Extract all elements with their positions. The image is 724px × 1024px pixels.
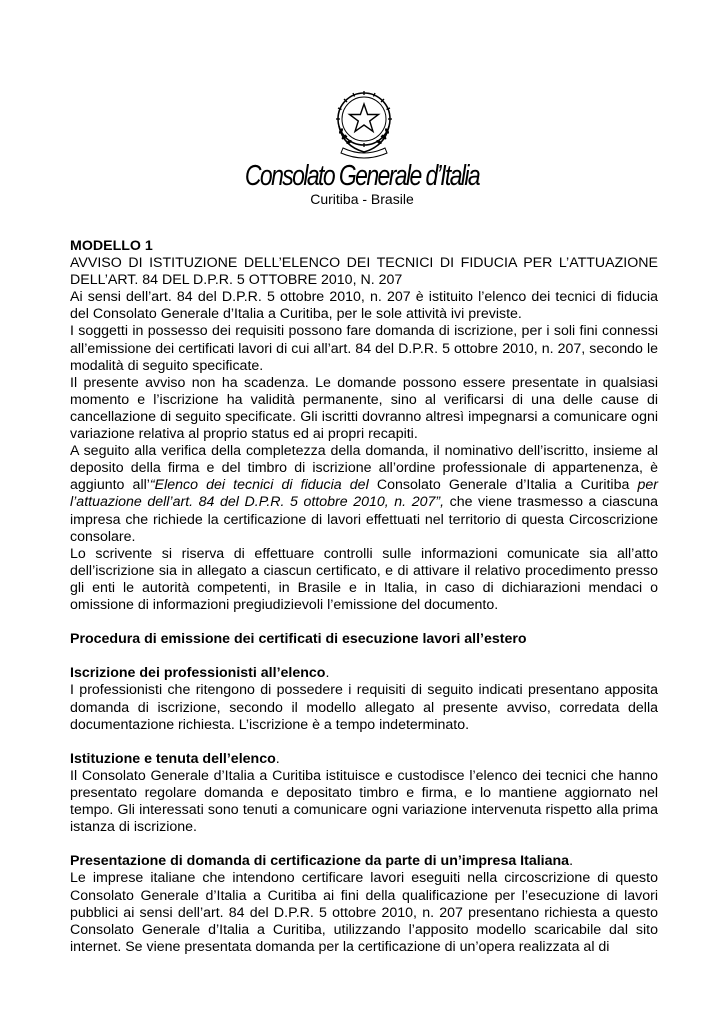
section-iscrizione xyxy=(70,665,658,682)
italian-republic-emblem-icon xyxy=(329,86,399,160)
paragraph-4-part-e: che viene trasmesso a ciascuna impresa che richiede la certificazione di lavori effettuati nel territorio di questa Circoscrizione consolare. xyxy=(70,494,658,545)
section-heading-istituzione: Istituzione e tenuta dell’elenco xyxy=(70,750,276,767)
heading-period: . xyxy=(325,665,330,682)
document-body xyxy=(70,238,658,956)
paragraph-4 xyxy=(70,443,658,546)
paragraph-4-part-a: A seguito alla verifica della completezza della domanda, il nominativo dell’iscritto, insieme al deposito della firma e del timbro di iscrizione all’ordine professionale di appartenenza, è aggiunto all’ xyxy=(70,443,658,494)
heading-period: . xyxy=(275,750,280,767)
paragraph-5: Lo scrivente si riserva di effettuare controlli sulle informazioni comunicate sia all’atto dell’iscrizione sia in allegato a ciascun certificato, e di attivare il relativo procedimento presso gli enti le autorità competenti, in Brasile e in Italia, in caso di dichiarazioni mendaci o omissione di informazioni pregiudizievoli l’emissione del documento. xyxy=(70,545,658,613)
section-presentazione xyxy=(70,853,658,870)
paragraph-4-part-d: per l’attuazione dell’art. 84 del D.P.R. 5 ottobre 2010, n. 207”, xyxy=(70,477,658,511)
section-heading-presentazione: Presentazione di domanda di certificazione da parte di un’impresa Italiana xyxy=(70,853,570,870)
section-heading-iscrizione: Iscrizione dei professionisti all’elenco xyxy=(70,665,326,682)
paragraph-8: Le imprese italiane che intendono certificare lavori eseguiti nella circoscrizione di questo Consolato Generale d’Italia a Curitiba ai fini della qualificazione per l’esecuzione di lavori pubblici ai sensi dell’art. 84 del D.P.R. 5 ottobre 2010, n. 207 presentano richiesta a questo Consolato Generale d’Italia a Curitiba, utilizzando l’apposito modello scaricabile dal sito internet. Se viene presentata domanda per la certificazione di un’opera realizzata al di xyxy=(70,870,658,955)
paragraph-1: Ai sensi dell’art. 84 del D.P.R. 5 ottobre 2010, n. 207 è istituito l’elenco dei tecnici di fiducia del Consolato Generale d’Italia a Curitiba, per le sole attività ivi previste. xyxy=(70,289,658,323)
paragraph-6: I professionisti che ritengono di possedere i requisiti di seguito indicati presentano apposita domanda di iscrizione, secondo il modello allegato al presente avviso, corredata della documentazione richiesta. L’iscrizione è a tempo indeterminato. xyxy=(70,682,658,733)
paragraph-3: Il presente avviso non ha scadenza. Le domande possono essere presentate in qualsiasi momento e l’iscrizione ha validità permanente, sino al verificarsi di una delle cause di cancellazione di seguito specificate. Gli iscritti dovranno altresì impegnarsi a comunicare ogni variazione relativa al proprio status ed ai propri recapiti. xyxy=(70,374,658,443)
paragraph-4-part-c: Consolato Generale d’Italia a Curitiba xyxy=(368,477,638,494)
consulate-city: Curitiba - Brasile xyxy=(310,191,414,207)
section-heading-procedure: Procedura di emissione dei certificati di esecuzione lavori all’estero xyxy=(70,631,527,648)
heading-period: . xyxy=(569,853,574,870)
paragraph-2: I soggetti in possesso dei requisiti possono fare domanda di iscrizione, per i soli fini connessi all’emissione dei certificati lavori di cui all’art. 84 del D.P.R. 5 ottobre 2010, n. 207, secondo le modalità di seguito specificate. xyxy=(70,323,658,374)
model-number: MODELLO 1 xyxy=(70,238,153,254)
paragraph-4-part-b: “Elenco dei tecnici di fiducia del xyxy=(149,477,369,494)
paragraph-7: Il Consolato Generale d’Italia a Curitiba istituisce e custodisce l’elenco dei tecnici che hanno presentato regolare domanda e depositato timbro e firma, e lo mantiene aggiornato nel tempo. Gli interessati sono tenuti a comunicare ogni variazione intervenuta rispetto alla prima istanza di iscrizione. xyxy=(70,767,658,836)
consulate-title: Consolato Generale d’Italia xyxy=(244,158,480,192)
section-istituzione xyxy=(70,751,658,768)
document-subject: AVVISO DI ISTITUZIONE DELL’ELENCO DEI TECNICI DI FIDUCIA PER L’ATTUAZIONE DELL’ART. 84 DEL D.P.R. 5 OTTOBRE 2010, N. 207 xyxy=(70,255,658,289)
